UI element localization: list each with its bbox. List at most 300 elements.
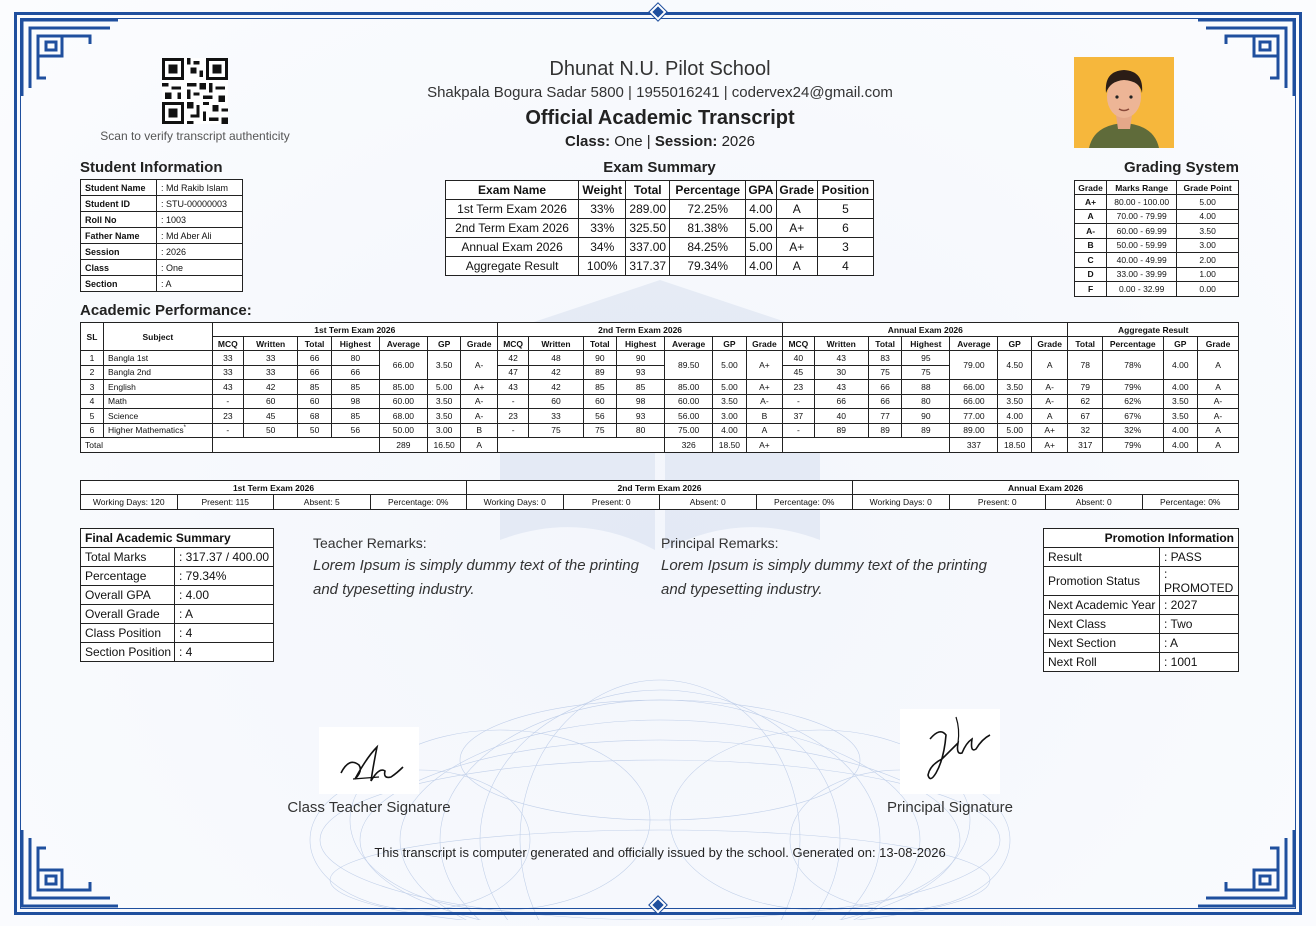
aggregate-cell: 79% — [1102, 380, 1163, 395]
summary-key: Overall GPA — [81, 586, 175, 605]
teacher-signature-icon — [319, 727, 419, 794]
average-cell: 79.00 — [950, 351, 998, 380]
grading-cell: 4.00 — [1177, 209, 1239, 224]
exam-summary-cell: 79.34% — [670, 257, 746, 276]
qr-code-icon[interactable] — [162, 58, 228, 124]
teacher-signature-image — [319, 727, 419, 794]
info-row — [81, 276, 243, 292]
performance-subheader: Total — [868, 337, 901, 351]
exam-summary-cell: 84.25% — [670, 238, 746, 257]
student-info-table — [80, 179, 243, 292]
inner-border — [20, 18, 1296, 909]
student-avatar-icon — [1074, 57, 1174, 148]
mark-cell: 85 — [583, 380, 616, 395]
grading-cell: A- — [1075, 224, 1107, 239]
info-row — [81, 260, 243, 276]
promotion-value: : 1001 — [1160, 653, 1239, 672]
session-value: 2026 — [721, 133, 755, 150]
table-row — [81, 423, 1239, 438]
exam-summary-cell: 4.00 — [746, 257, 776, 276]
attendance-term-header: Annual Exam 2026 — [853, 481, 1239, 495]
mark-cell: 75 — [868, 365, 901, 380]
mark-cell: 30 — [814, 365, 868, 380]
mark-cell: 95 — [902, 351, 950, 366]
attendance-absent: Absent: 5 — [274, 495, 371, 510]
grading-cell: 0.00 - 32.99 — [1107, 282, 1177, 297]
mark-cell: 33 — [244, 351, 298, 366]
academic-performance-table — [80, 322, 1239, 453]
term-header: 1st Term Exam 2026 — [212, 323, 497, 337]
attendance-working: Working Days: 0 — [853, 495, 950, 510]
summary-value: : 79.34% — [175, 567, 274, 586]
mark-cell: 85.00 — [379, 380, 427, 395]
attendance-absent: Absent: 0 — [1046, 495, 1143, 510]
mark-cell: - — [497, 394, 528, 409]
class-label: Class: — [565, 133, 611, 150]
mark-cell: 3.50 — [427, 394, 460, 409]
summary-key: Overall Grade — [81, 605, 175, 624]
grading-cell: 3.50 — [1177, 224, 1239, 239]
grading-cell: B — [1075, 238, 1107, 253]
attendance-absent: Absent: 0 — [660, 495, 757, 510]
grading-row — [1075, 224, 1239, 239]
mark-cell: 80 — [902, 394, 950, 409]
mark-cell: 80 — [617, 423, 665, 438]
term-header: Annual Exam 2026 — [783, 323, 1068, 337]
aggregate-cell: 62 — [1068, 394, 1102, 409]
final-summary-table — [80, 528, 274, 662]
aggregate-subheader: Grade — [1198, 337, 1239, 351]
mark-cell: 5.00 — [427, 380, 460, 395]
mark-cell: 66 — [868, 394, 901, 409]
mark-cell: A- — [746, 394, 783, 409]
info-value: : One — [157, 260, 243, 276]
table-row — [81, 409, 1239, 424]
average-cell: 89.50 — [665, 351, 713, 380]
mark-cell: 23 — [497, 409, 528, 424]
mark-cell: A+ — [461, 380, 498, 395]
promotion-row — [1044, 567, 1239, 596]
performance-subheader-row — [81, 337, 1239, 351]
exam-summary-cell: 3 — [817, 238, 873, 257]
promotion-heading: Promotion Information — [1044, 529, 1239, 548]
separator: | — [646, 133, 651, 150]
grading-cell: 5.00 — [1177, 195, 1239, 210]
total-label: Total — [81, 438, 213, 453]
mark-cell: - — [783, 394, 814, 409]
total-blank — [497, 438, 664, 453]
info-key: Roll No — [81, 212, 157, 228]
performance-subheader: Average — [379, 337, 427, 351]
info-value: : 2026 — [157, 244, 243, 260]
promotion-row — [1044, 615, 1239, 634]
mark-cell: 80 — [331, 351, 379, 366]
attendance-percentage: Percentage: 0% — [1142, 495, 1239, 510]
attendance-present: Present: 0 — [563, 495, 660, 510]
exam-summary-cell: A+ — [776, 238, 817, 257]
performance-subheader: MCQ — [212, 337, 243, 351]
exam-summary-cell: 325.50 — [626, 219, 670, 238]
grade-cell: A — [1031, 351, 1068, 380]
mark-cell: 23 — [212, 409, 243, 424]
qr-caption: Scan to verify transcript authenticity — [100, 129, 290, 143]
mark-cell: 43 — [212, 380, 243, 395]
total-cell: 18.50 — [998, 438, 1031, 453]
attendance-percentage: Percentage: 0% — [370, 495, 467, 510]
mark-cell: - — [783, 423, 814, 438]
mark-cell: 85 — [298, 380, 331, 395]
exam-summary-header: Position — [817, 181, 873, 200]
summary-value: : 4 — [175, 624, 274, 643]
exam-summary-row — [446, 219, 874, 238]
mark-cell: 43 — [814, 351, 868, 366]
aggregate-cell: 3.50 — [1163, 409, 1197, 424]
aggregate-subheader: Percentage — [1102, 337, 1163, 351]
mark-cell: 75 — [529, 423, 583, 438]
promotion-key: Result — [1044, 548, 1160, 567]
performance-subheader: Grade — [1031, 337, 1068, 351]
mark-cell: - — [212, 423, 243, 438]
total-blank — [212, 438, 379, 453]
performance-subheader: MCQ — [783, 337, 814, 351]
subject-header: Subject — [103, 323, 212, 351]
sl-cell: 3 — [81, 380, 104, 395]
summary-value: : 317.37 / 400.00 — [175, 548, 274, 567]
exam-summary-row — [446, 238, 874, 257]
mark-cell: 60 — [244, 394, 298, 409]
summary-key: Section Position — [81, 643, 175, 662]
subject-name: Higher Mathematics — [107, 425, 184, 436]
subject-cell — [103, 394, 212, 409]
aggregate-cell: A — [1198, 423, 1239, 438]
total-cell: A+ — [1031, 438, 1068, 453]
aggregate-subheader: GP — [1163, 337, 1197, 351]
mark-cell: 83 — [868, 351, 901, 366]
document-title: Official Academic Transcript — [525, 107, 795, 129]
mark-cell: 4.00 — [998, 409, 1031, 424]
mark-cell: A- — [1031, 380, 1068, 395]
summary-row — [81, 605, 274, 624]
info-key: Session — [81, 244, 157, 260]
summary-row — [81, 643, 274, 662]
class-teacher-signature-label: Class Teacher Signature — [287, 799, 451, 816]
performance-subheader: Written — [244, 337, 298, 351]
principal-signature-icon — [900, 709, 1000, 794]
attendance-working: Working Days: 0 — [467, 495, 564, 510]
info-value: : A — [157, 276, 243, 292]
teacher-remarks-text: Lorem Ipsum is simply dummy text of the printing and typesetting industry. — [313, 557, 639, 598]
aggregate-cell: 4.00 — [1163, 380, 1197, 395]
info-key: Student Name — [81, 180, 157, 196]
grade-cell: A+ — [746, 351, 783, 380]
exam-summary-cell: Annual Exam 2026 — [446, 238, 579, 257]
promotion-row — [1044, 548, 1239, 567]
performance-subheader: GP — [713, 337, 746, 351]
exam-summary-header: Percentage — [670, 181, 746, 200]
exam-summary-header: Total — [626, 181, 670, 200]
average-cell: 66.00 — [379, 351, 427, 380]
promotion-value: : Two — [1160, 615, 1239, 634]
mark-cell: 68.00 — [379, 409, 427, 424]
aggregate-cell: 67 — [1068, 409, 1102, 424]
sl-cell: 1 — [81, 351, 104, 366]
total-cell: 326 — [665, 438, 713, 453]
performance-subheader: GP — [998, 337, 1031, 351]
subject-cell — [103, 409, 212, 424]
aggregate-cell: 79 — [1068, 380, 1102, 395]
principal-signature-image — [900, 709, 1000, 794]
optional-marker: * — [183, 425, 186, 432]
table-row — [81, 394, 1239, 409]
subject-cell — [103, 423, 212, 438]
info-value: : Md Aber Ali — [157, 228, 243, 244]
mark-cell: 66 — [298, 351, 331, 366]
aggregate-cell: A — [1198, 380, 1239, 395]
sl-cell: 4 — [81, 394, 104, 409]
promotion-row — [1044, 634, 1239, 653]
mark-cell: 89 — [902, 423, 950, 438]
promotion-key: Next Academic Year — [1044, 596, 1160, 615]
mark-cell: 66 — [814, 394, 868, 409]
mark-cell: 42 — [244, 380, 298, 395]
summary-key: Percentage — [81, 567, 175, 586]
sl-cell: 2 — [81, 365, 104, 380]
exam-summary-cell: 100% — [579, 257, 626, 276]
grading-cell: 50.00 - 59.99 — [1107, 238, 1177, 253]
school-address: Shakpala Bogura Sadar 5800 | 1955016241 | codervex24@gmail.com — [427, 84, 893, 101]
total-cell: 16.50 — [427, 438, 460, 453]
aggregate-cell: 4.00 — [1163, 423, 1197, 438]
performance-subheader: MCQ — [497, 337, 528, 351]
mark-cell: 40 — [783, 351, 814, 366]
principal-signature-label: Principal Signature — [887, 799, 1013, 816]
mark-cell: 48 — [529, 351, 583, 366]
exam-summary-cell: 34% — [579, 238, 626, 257]
mark-cell: 3.00 — [427, 423, 460, 438]
mark-cell: 42 — [529, 380, 583, 395]
final-summary-heading: Final Academic Summary — [81, 529, 274, 548]
mark-cell: 3.50 — [998, 394, 1031, 409]
exam-summary-cell: 33% — [579, 200, 626, 219]
grading-cell: 3.00 — [1177, 238, 1239, 253]
mark-cell: 50 — [244, 423, 298, 438]
mark-cell: 3.50 — [998, 380, 1031, 395]
attendance-term-header: 2nd Term Exam 2026 — [467, 481, 853, 495]
class-value: One — [614, 133, 643, 150]
performance-header-row — [81, 323, 1239, 337]
term-header: 2nd Term Exam 2026 — [497, 323, 782, 337]
mark-cell: 66 — [331, 365, 379, 380]
aggregate-cell: A- — [1198, 409, 1239, 424]
mark-cell: 56.00 — [665, 409, 713, 424]
exam-summary-row — [446, 257, 874, 276]
promotion-value: : PROMOTED — [1160, 567, 1239, 596]
performance-subheader: Total — [298, 337, 331, 351]
total-cell: A — [461, 438, 498, 453]
mark-cell: 42 — [529, 365, 583, 380]
aggregate-cell: 32% — [1102, 423, 1163, 438]
mark-cell: 37 — [783, 409, 814, 424]
mark-cell: 66.00 — [950, 380, 998, 395]
mark-cell: 47 — [497, 365, 528, 380]
grading-cell: 80.00 - 100.00 — [1107, 195, 1177, 210]
mark-cell: 60 — [298, 394, 331, 409]
exam-summary-table — [445, 180, 874, 276]
mark-cell: 75.00 — [665, 423, 713, 438]
mark-cell: 45 — [244, 409, 298, 424]
mark-cell: B — [461, 423, 498, 438]
mark-cell: 66 — [868, 380, 901, 395]
exam-summary-cell: 337.00 — [626, 238, 670, 257]
performance-subheader: Total — [583, 337, 616, 351]
mark-cell: 43 — [497, 380, 528, 395]
student-info-heading: Student Information — [80, 159, 223, 176]
mark-cell: 89 — [868, 423, 901, 438]
mark-cell: 45 — [783, 365, 814, 380]
grading-cell: 0.00 — [1177, 282, 1239, 297]
total-cell: 337 — [950, 438, 998, 453]
promotion-value: : A — [1160, 634, 1239, 653]
mark-cell: 56 — [331, 423, 379, 438]
subject-cell — [103, 380, 212, 395]
mark-cell: A- — [461, 394, 498, 409]
mark-cell: 43 — [814, 380, 868, 395]
info-key: Section — [81, 276, 157, 292]
attendance-percentage: Percentage: 0% — [756, 495, 853, 510]
table-row — [81, 351, 1239, 366]
table-row — [81, 380, 1239, 395]
grade-cell: A- — [461, 351, 498, 380]
mark-cell: 33 — [529, 409, 583, 424]
exam-summary-cell: 5.00 — [746, 238, 776, 257]
subject-cell: Bangla 2nd — [103, 365, 212, 380]
info-value: : Md Rakib Islam — [157, 180, 243, 196]
grading-cell: F — [1075, 282, 1107, 297]
mark-cell: 5.00 — [713, 380, 746, 395]
total-aggregate-cell: 79% — [1102, 438, 1163, 453]
mark-cell: A — [1031, 409, 1068, 424]
promotion-key: Promotion Status — [1044, 567, 1160, 596]
mark-cell: 4.00 — [713, 423, 746, 438]
gp-cell: 3.50 — [427, 351, 460, 380]
aggregate-cell: 4.00 — [1163, 351, 1197, 380]
aggregate-cell: A — [1198, 351, 1239, 380]
info-row — [81, 180, 243, 196]
total-aggregate-cell: 317 — [1068, 438, 1102, 453]
mark-cell: 85.00 — [665, 380, 713, 395]
exam-summary-heading: Exam Summary — [603, 159, 716, 176]
exam-summary-cell: 4 — [817, 257, 873, 276]
exam-summary-cell: A — [776, 200, 817, 219]
grading-cell: A — [1075, 209, 1107, 224]
summary-row — [81, 624, 274, 643]
mark-cell: 60.00 — [379, 394, 427, 409]
grading-header: Grade Point — [1177, 181, 1239, 195]
mark-cell: 90 — [617, 351, 665, 366]
summary-row — [81, 548, 274, 567]
mark-cell: 93 — [617, 409, 665, 424]
grading-row — [1075, 267, 1239, 282]
exam-summary-row — [446, 200, 874, 219]
principal-remarks-label: Principal Remarks: — [661, 535, 779, 551]
mark-cell: 3.00 — [713, 409, 746, 424]
mark-cell: 90 — [902, 409, 950, 424]
gp-cell: 5.00 — [713, 351, 746, 380]
aggregate-cell: 78% — [1102, 351, 1163, 380]
total-blank — [783, 438, 950, 453]
aggregate-cell: 32 — [1068, 423, 1102, 438]
mark-cell: 66 — [298, 365, 331, 380]
performance-subheader: Average — [665, 337, 713, 351]
grading-cell: 70.00 - 79.99 — [1107, 209, 1177, 224]
exam-summary-cell: 6 — [817, 219, 873, 238]
mark-cell: 5.00 — [998, 423, 1031, 438]
exam-summary-cell: 317.37 — [626, 257, 670, 276]
exam-summary-cell: A — [776, 257, 817, 276]
grading-cell: A+ — [1075, 195, 1107, 210]
grading-cell: D — [1075, 267, 1107, 282]
mark-cell: A- — [1031, 394, 1068, 409]
mark-cell: 33 — [212, 365, 243, 380]
exam-summary-header: Weight — [579, 181, 626, 200]
exam-summary-cell: 72.25% — [670, 200, 746, 219]
total-cell: A+ — [746, 438, 783, 453]
summary-row — [81, 567, 274, 586]
aggregate-cell: 3.50 — [1163, 394, 1197, 409]
footer-note: This transcript is computer generated and officially issued by the school. Generated on: 13-08-2026 — [374, 845, 946, 860]
exam-summary-header: Exam Name — [446, 181, 579, 200]
mark-cell: 40 — [814, 409, 868, 424]
mark-cell: 66.00 — [950, 394, 998, 409]
mark-cell: 68 — [298, 409, 331, 424]
mark-cell: A+ — [1031, 423, 1068, 438]
subject-name: Math — [107, 396, 127, 407]
summary-value: : 4.00 — [175, 586, 274, 605]
student-photo — [1074, 57, 1174, 148]
mark-cell: - — [212, 394, 243, 409]
mark-cell: 60 — [583, 394, 616, 409]
mark-cell: 93 — [617, 365, 665, 380]
mark-cell: 75 — [583, 423, 616, 438]
aggregate-subheader: Total — [1068, 337, 1102, 351]
promotion-table — [1043, 528, 1239, 672]
info-row — [81, 196, 243, 212]
performance-subheader: Grade — [746, 337, 783, 351]
exam-summary-cell: 5 — [817, 200, 873, 219]
mark-cell: 75 — [902, 365, 950, 380]
grading-row — [1075, 253, 1239, 268]
mark-cell: A+ — [746, 380, 783, 395]
exam-summary-cell: 5.00 — [746, 219, 776, 238]
corner-ornament-bottom-right — [1196, 828, 1296, 908]
total-row — [81, 438, 1239, 453]
grading-row — [1075, 282, 1239, 297]
subject-cell: Bangla 1st — [103, 351, 212, 366]
school-name: Dhunat N.U. Pilot School — [549, 58, 771, 80]
mark-cell: 60 — [529, 394, 583, 409]
mark-cell: 3.50 — [427, 409, 460, 424]
mark-cell: 33 — [212, 351, 243, 366]
gp-cell: 4.50 — [998, 351, 1031, 380]
class-session-line — [380, 133, 940, 150]
info-value: : 1003 — [157, 212, 243, 228]
info-key: Class — [81, 260, 157, 276]
attendance-present: Present: 0 — [949, 495, 1046, 510]
mark-cell: 85 — [617, 380, 665, 395]
aggregate-cell: A- — [1198, 394, 1239, 409]
grading-cell: 40.00 - 49.99 — [1107, 253, 1177, 268]
corner-ornament-top-left — [20, 18, 120, 98]
